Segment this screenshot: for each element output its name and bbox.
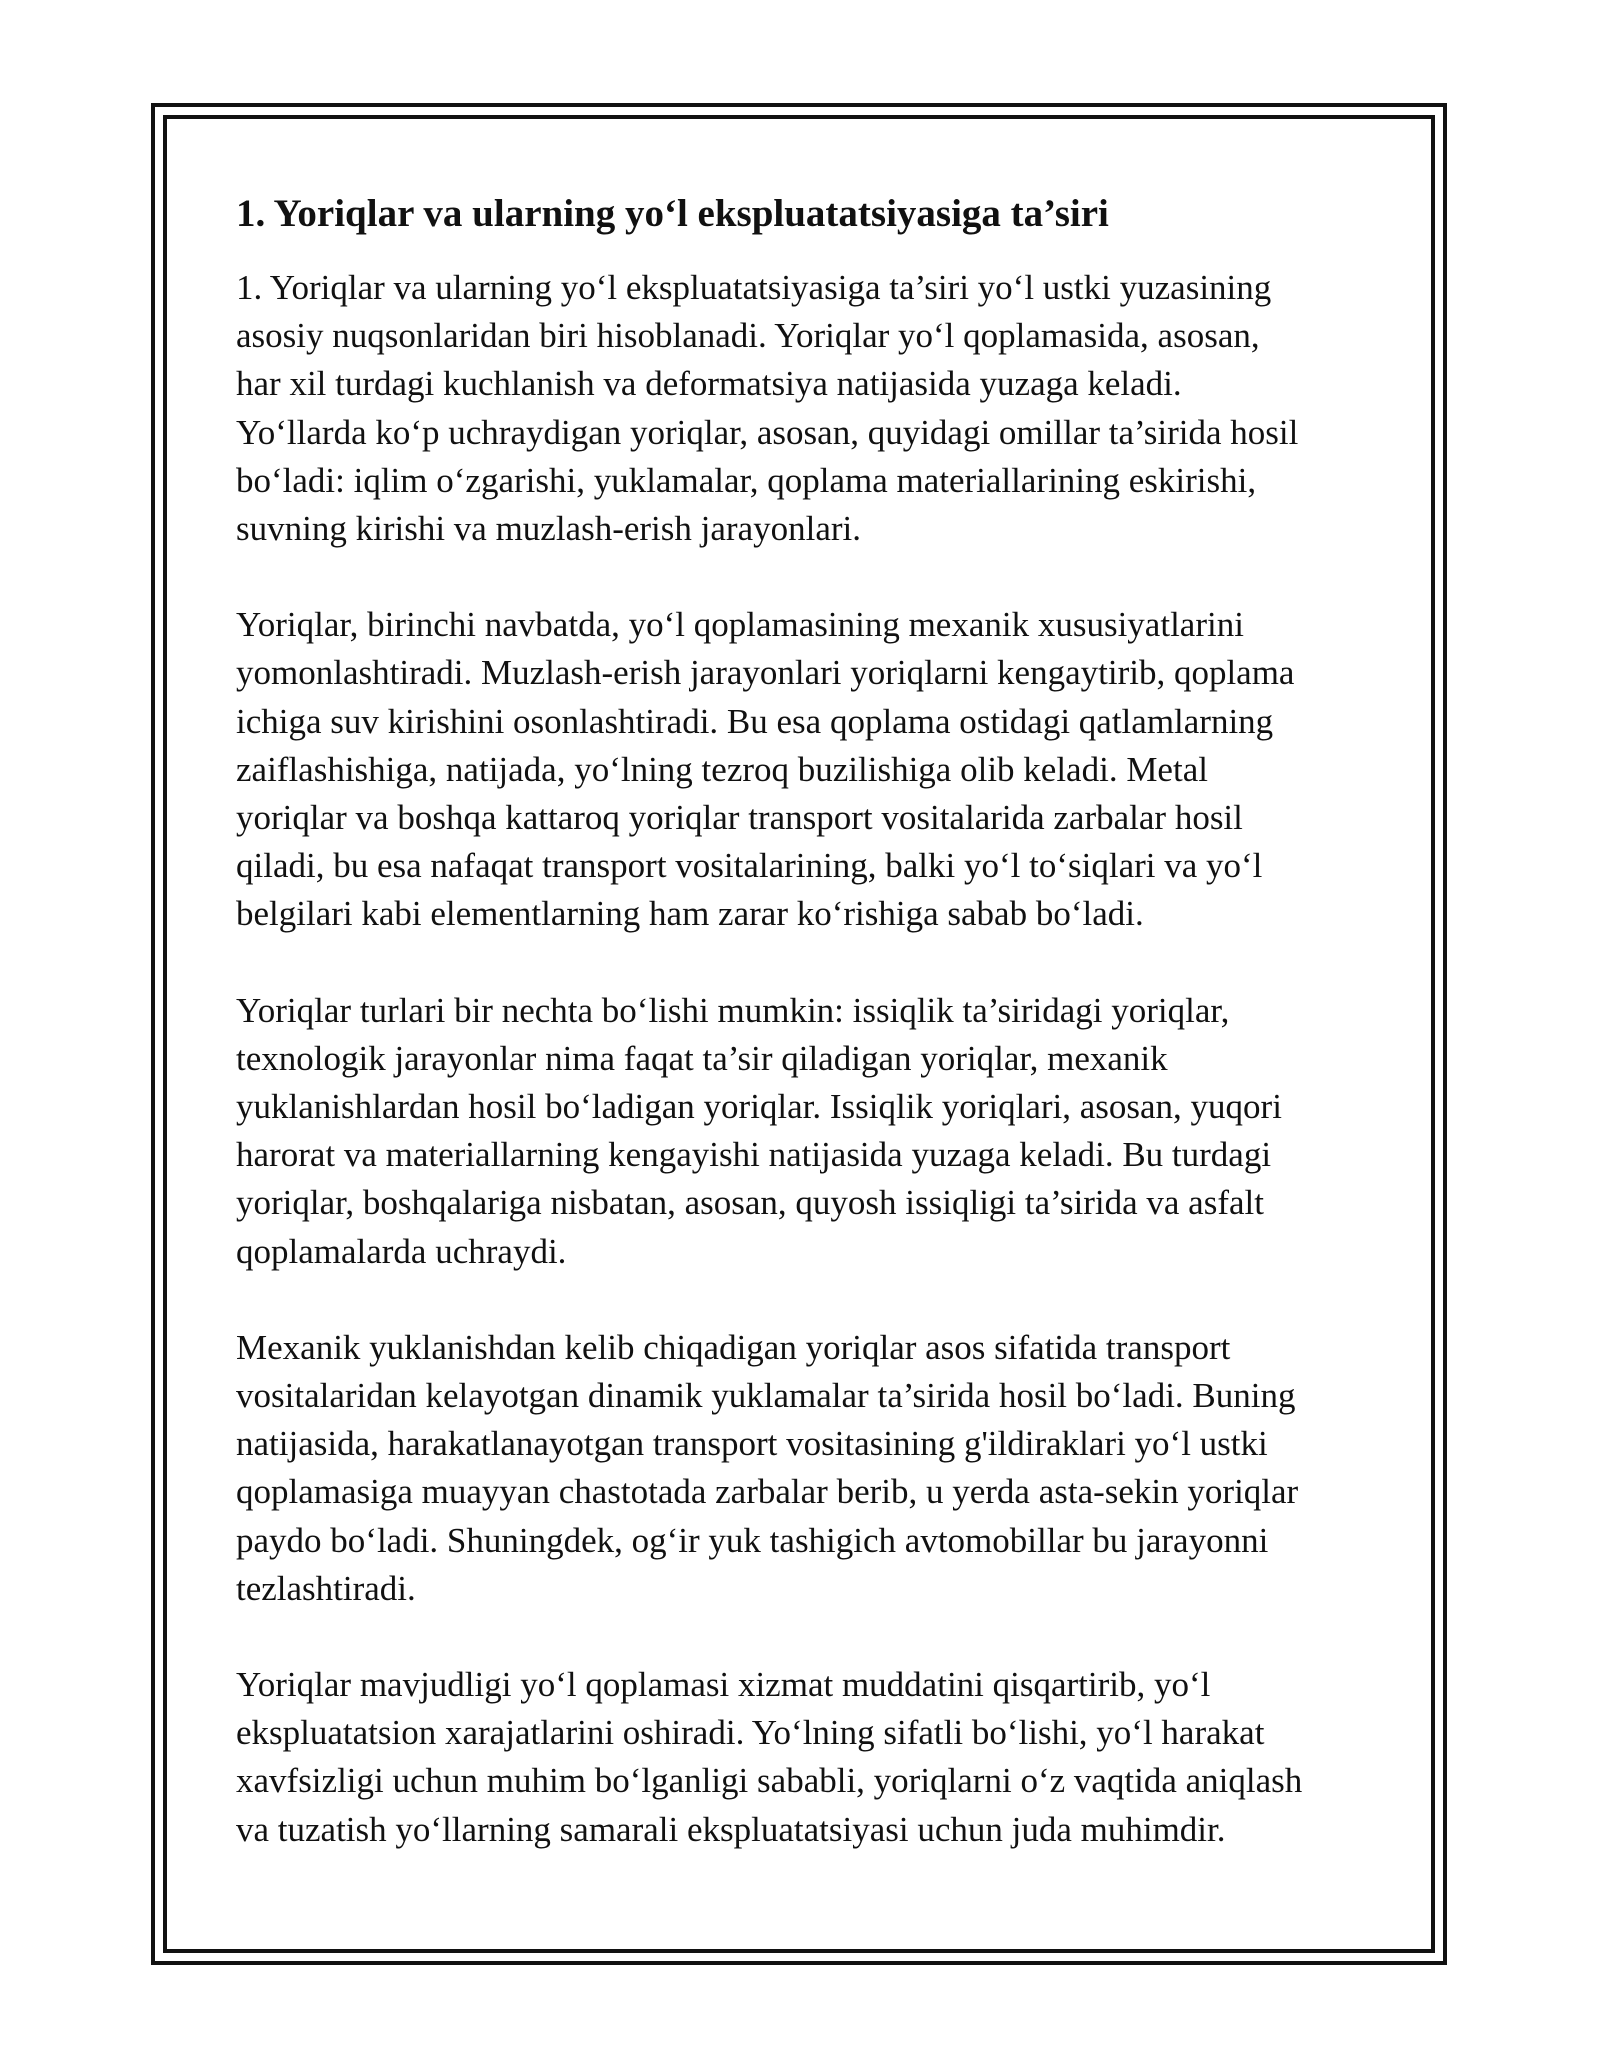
text-line: zaiflashishiga, natijada, yo‘lning tezroq buzilishiga olib keladi. Metal (236, 749, 1208, 789)
text-line: yuklanishlardan hosil bo‘ladigan yoriqlar. Issiqlik yoriqlari, asosan, yuqori (236, 1087, 1282, 1127)
text-line: qoplamasiga muayyan chastotada zarbalar berib, u yerda asta-sekin yoriqlar (236, 1472, 1299, 1512)
text-line: natijasida, harakatlanayotgan transport vositasining g'ildiraklari yo‘l ustki (236, 1424, 1268, 1464)
section-heading: 1. Yoriqlar va ularning yo‘l ekspluatatsiyasiga ta’siri (236, 192, 1109, 235)
text-line: tezlashtiradi. (236, 1568, 416, 1608)
text-line: qoplamalarda uchraydi. (236, 1231, 567, 1271)
paragraph-3 (236, 987, 1366, 1276)
paragraph-5 (236, 1661, 1366, 1854)
text-line: ekspluatatsion xarajatlarini oshiradi. Yo‘lning sifatli bo‘lishi, yo‘l harakat (236, 1713, 1265, 1753)
text-line: texnologik jarayonlar nima faqat ta’sir qiladigan yoriqlar, mexanik (236, 1038, 1168, 1078)
text-line: Yoriqlar mavjudligi yo‘l qoplamasi xizmat muddatini qisqartirib, yo‘l (236, 1665, 1211, 1705)
text-line: va tuzatish yo‘llarning samarali ekspluatatsiyasi uchun juda muhimdir. (236, 1809, 1226, 1849)
paragraph-1 (236, 264, 1366, 553)
text-line: yomonlashtiradi. Muzlash-erish jarayonlari yoriqlarni kengaytirib, qoplama (236, 653, 1295, 693)
document-body (236, 188, 1366, 1902)
text-line: xavfsizligi uchun muhim bo‘lganligi sababli, yoriqlarni o‘z vaqtida aniqlash (236, 1761, 1303, 1801)
text-line: 1. Yoriqlar va ularning yo‘l ekspluatatsiyasiga ta’siri yo‘l ustki yuzasining (236, 268, 1272, 307)
text-line: Mexanik yuklanishdan kelib chiqadigan yoriqlar asos sifatida transport (236, 1327, 1231, 1367)
paragraph-list (236, 264, 1366, 1854)
text-line: Yoriqlar, birinchi navbatda, yo‘l qoplamasining mexanik xususiyatlarini (236, 605, 1244, 645)
text-line: asosiy nuqsonlaridan biri hisoblanadi. Yoriqlar yo‘l qoplamasida, asosan, (236, 316, 1260, 356)
paragraph-2 (236, 601, 1366, 938)
text-line: har xil turdagi kuchlanish va deformatsiya natijasida yuzaga keladi. (236, 364, 1182, 404)
paragraph-4 (236, 1324, 1366, 1613)
text-line: bo‘ladi: iqlim o‘zgarishi, yuklamalar, qoplama materiallarining eskirishi, (236, 460, 1257, 500)
text-line: suvning kirishi va muzlash-erish jarayonlari. (236, 509, 861, 549)
text-line: ichiga suv kirishini osonlashtiradi. Bu esa qoplama ostidagi qatlamlarning (236, 701, 1274, 741)
text-line: Yoriqlar turlari bir nechta bo‘lishi mumkin: issiqlik ta’siridagi yoriqlar, (236, 990, 1230, 1030)
text-line: Yo‘llarda ko‘p uchraydigan yoriqlar, asosan, quyidagi omillar ta’sirida hosil (236, 412, 1299, 452)
text-line: paydo bo‘ladi. Shuningdek, og‘ir yuk tashigich avtomobillar bu jarayonni (236, 1520, 1269, 1560)
text-line: yoriqlar, boshqalariga nisbatan, asosan, quyosh issiqligi ta’sirida va asfalt (236, 1183, 1264, 1223)
text-line: belgilari kabi elementlarning ham zarar ko‘rishiga sabab bo‘ladi. (236, 894, 1144, 934)
text-line: yoriqlar va boshqa kattaroq yoriqlar transport vositalarida zarbalar hosil (236, 798, 1243, 838)
text-line: vositalaridan kelayotgan dinamik yuklamalar ta’sirida hosil bo‘ladi. Buning (236, 1376, 1296, 1416)
text-line: qiladi, bu esa nafaqat transport vositalarining, balki yo‘l to‘siqlari va yo‘l (236, 846, 1263, 886)
text-line: harorat va materiallarning kengayishi natijasida yuzaga keladi. Bu turdagi (236, 1135, 1272, 1175)
